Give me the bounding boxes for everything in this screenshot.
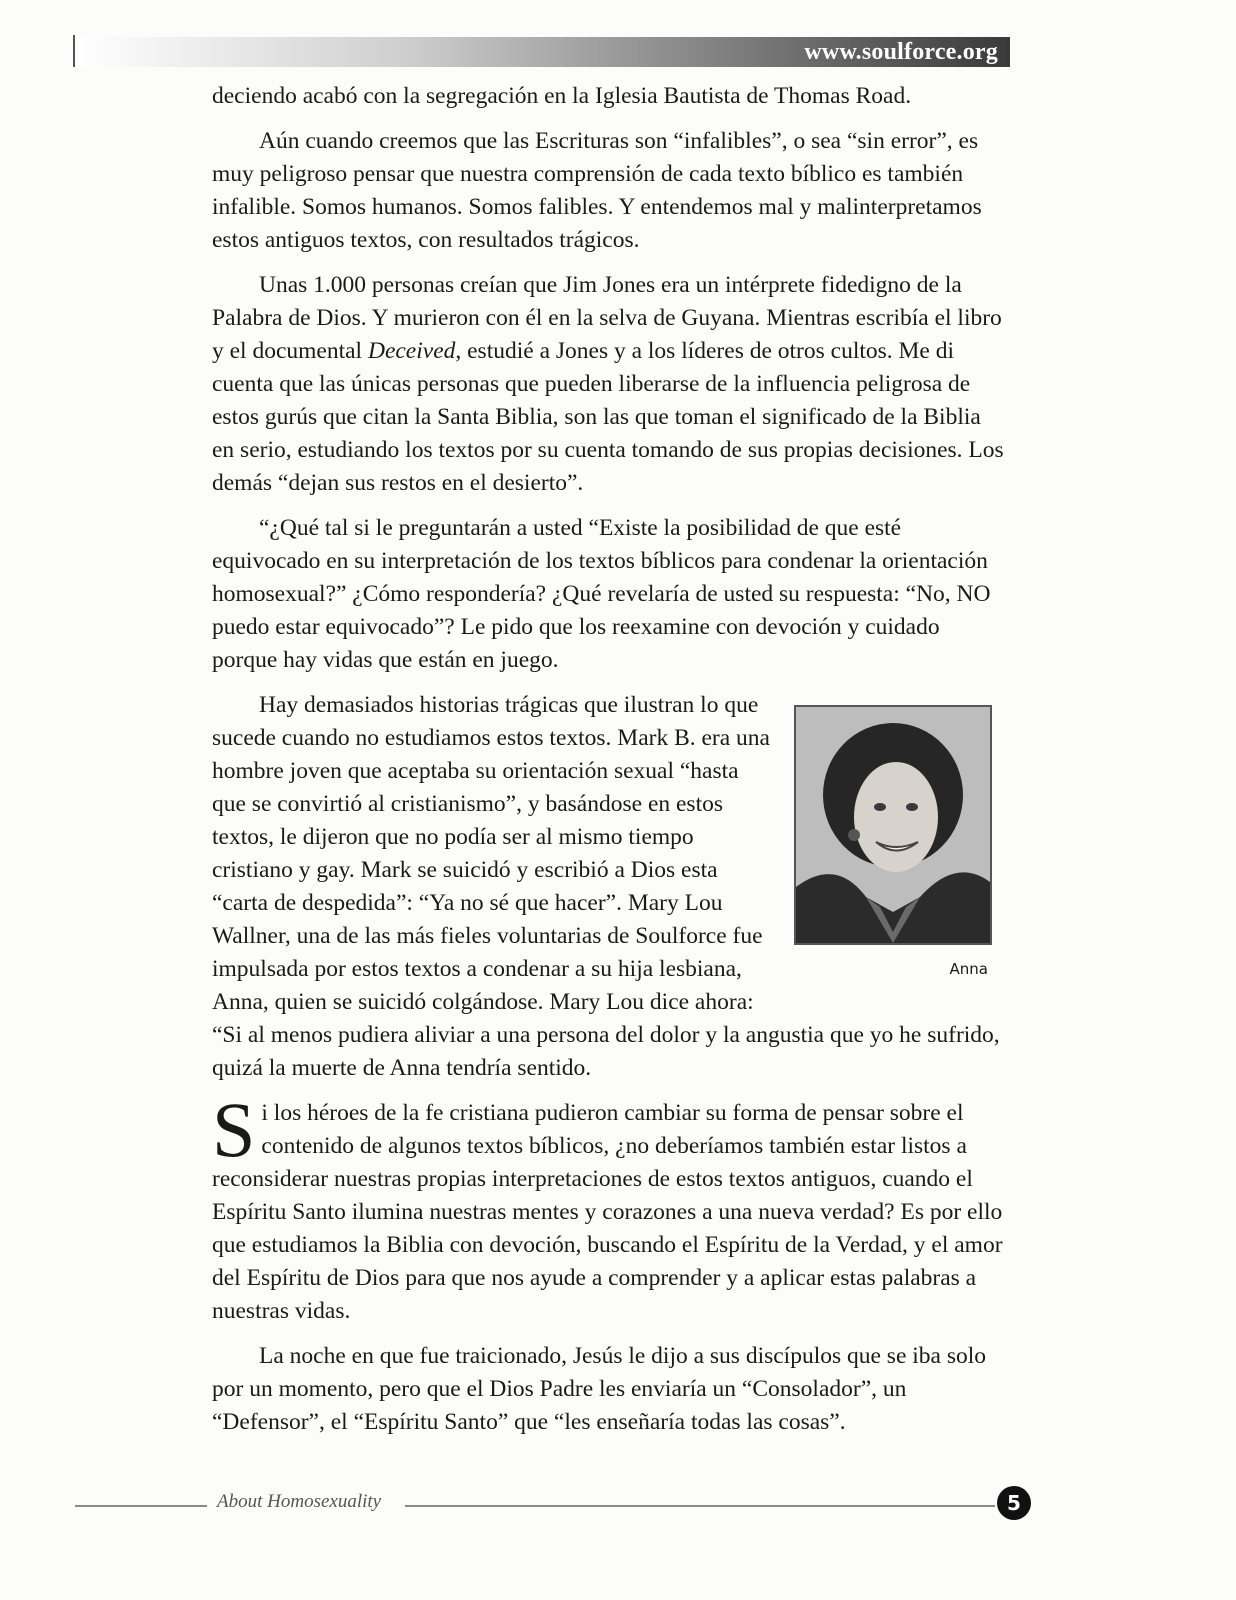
article-body bbox=[212, 80, 1004, 1451]
photo-caption: Anna bbox=[949, 960, 988, 978]
footer-publication-title: About Homosexuality bbox=[217, 1491, 382, 1512]
paragraph-6 bbox=[212, 1086, 1004, 1328]
footer-rule-right bbox=[405, 1505, 995, 1507]
paragraph-3-part-2: , estudié a Jones y a los líderes de otros cultos. Me di cuenta que las únicas personas que pueden liberarse de la influencia peligrosa de estos gurús que citan la Santa Biblia, son las que toman el significado de la Biblia en serio, estudiando los textos por su cuenta tomando de sus propias decisiones. Los demás “dejan sus restos en el desierto”. bbox=[212, 338, 1004, 496]
header-bar bbox=[75, 37, 1010, 67]
portrait-image bbox=[796, 707, 990, 943]
footer-rule-left bbox=[75, 1505, 207, 1507]
paragraph-3 bbox=[212, 269, 1004, 500]
paragraph-6-text: i los héroes de la fe cristiana pudieron cambiar su forma de pensar sobre el contenido de algunos textos bíblicos, ¿no deberíamos también estar listos a reconsiderar nuestras propias interpretaciones de estos textos antiguos, cuando el Espíritu Santo ilumina nuestras mentes y corazones a una nueva verdad? Es por ello que estudiamos la Biblia con devoción, buscando el Espíritu de la Verdad, y el amor del Espíritu de Dios para que nos ayude a comprender y a aplicar estas palabras a nuestras vidas. bbox=[212, 1100, 1003, 1324]
paragraph-4: “¿Qué tal si le preguntarán a usted “Existe la posibilidad de que esté equivocado en su interpretación de los textos bíblicos para condenar la orientación homosexual?” ¿Cómo respondería? ¿Qué revelaría de usted su respuesta: “No, NO puedo estar equivocado”? Le pido que los reexamine con devoción y cuidado porque hay vidas que están en juego. bbox=[212, 515, 991, 673]
page-number-badge: 5 bbox=[997, 1486, 1031, 1520]
paragraph-1: deciendo acabó con la segregación en la Iglesia Bautista de Thomas Road. bbox=[212, 83, 912, 109]
paragraph-7: La noche en que fue traicionado, Jesús le dijo a sus discípulos que se iba solo por un momento, pero que el Dios Padre les enviaría un “Consolador”, un “Defensor”, el “Espíritu Santo” que “les enseñaría todas las cosas”. bbox=[212, 1343, 987, 1435]
drop-cap: S bbox=[212, 1086, 256, 1173]
paragraph-3-part-1: Unas 1.000 personas creían que Jim Jones era un intérprete fidedigno de la Palabra de Dios. Y murieron con él en la selva de Guyana. Mientras escribía el libro y el documental bbox=[212, 272, 1002, 364]
book-title-deceived: Deceived bbox=[367, 338, 456, 364]
portrait-photo bbox=[794, 705, 992, 945]
paragraph-2: Aún cuando creemos que las Escrituras son “infalibles”, o sea “sin error”, es muy peligroso pensar que nuestra comprensión de cada texto bíblico es también infalible. Somos humanos. Somos falibles. Y entendemos mal y malinterpretamos estos antiguos textos, con resultados trágicos. bbox=[212, 128, 982, 253]
site-url: www.soulforce.org bbox=[804, 39, 998, 65]
photo-figure bbox=[794, 705, 992, 986]
paragraph-5: Hay demasiados historias trágicas que ilustran lo que sucede cuando no estudiamos estos textos. Mark B. era una hombre joven que aceptaba su orientación sexual “hasta que se convirtió al cristianismo”, y basándose en estos textos, le dijeron que no podía ser al mismo tiempo cristiano y gay. Mark se suicidó y escribió a Dios esta “carta de despedida”: “Ya no sé que hacer”. Mary Lou Wallner, una de las más fieles voluntarias de Soulforce fue impulsada por estos textos a condenar a su hija lesbiana, Anna, quien se suicidó colgándose. Mary Lou dice ahora: “Si al menos pudiera aliviar a una persona del dolor y la angustia que yo he sufrido, quizá la muerte de Anna tendría sentido. bbox=[212, 692, 1000, 1081]
